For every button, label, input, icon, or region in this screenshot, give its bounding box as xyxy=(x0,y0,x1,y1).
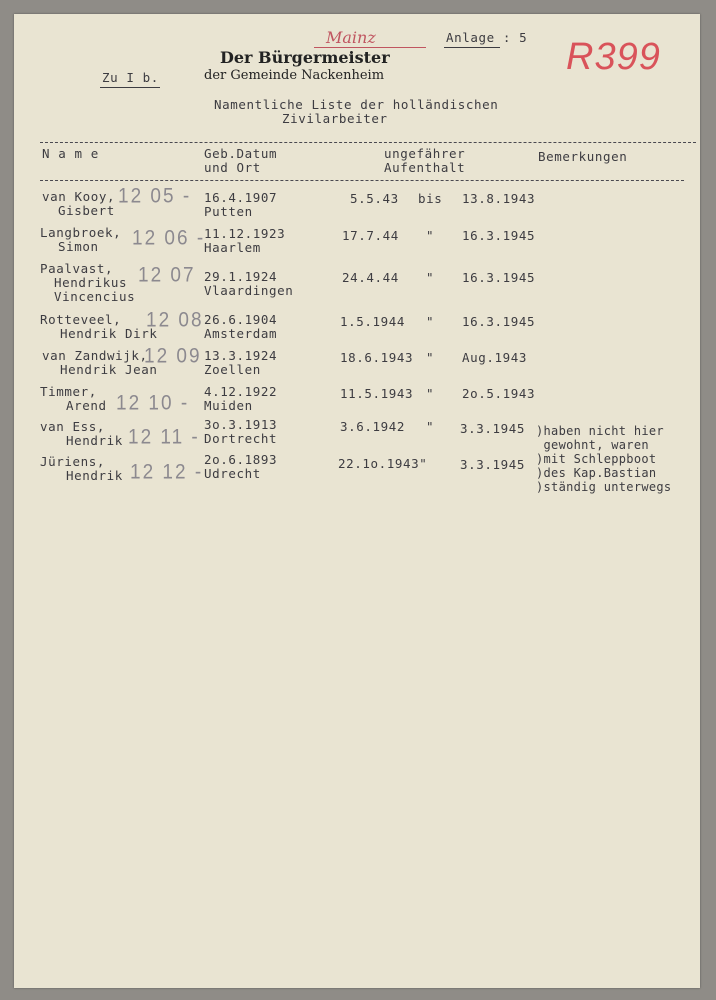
person-forename: Gisbert xyxy=(58,203,115,218)
stay-from: 5.5.43 xyxy=(350,191,399,206)
birth-date: 26.6.1904 xyxy=(204,312,278,327)
remark-line: )mit Schleppboot xyxy=(536,452,657,466)
stay-from: 11.5.1943 xyxy=(340,386,414,401)
birth-date: 2o.6.1893 xyxy=(204,452,278,467)
stay-from: 1.5.1944 xyxy=(340,314,406,329)
stay-from: 17.7.44 xyxy=(342,228,399,243)
birth-date: 11.12.1923 xyxy=(204,226,286,241)
column-remarks: Bemerkungen xyxy=(538,149,628,164)
birth-place: Udrecht xyxy=(204,466,261,481)
birth-place: Zoellen xyxy=(204,362,261,377)
stay-separator: " xyxy=(426,228,435,243)
handwritten-annotation: Mainz xyxy=(326,28,376,47)
stay-separator: bis xyxy=(418,191,443,206)
stay-to: 2o.5.1943 xyxy=(462,386,536,401)
column-birth-2: und Ort xyxy=(204,160,261,175)
stay-from: 18.6.1943 xyxy=(340,350,414,365)
anlage-underline xyxy=(444,47,500,48)
person-surname: Langbroek, xyxy=(40,225,122,240)
birth-place: Haarlem xyxy=(204,240,261,255)
birth-place: Vlaardingen xyxy=(204,283,294,298)
header-rule-top xyxy=(40,142,696,143)
header-rule-bottom xyxy=(40,180,684,181)
stay-separator: " xyxy=(426,270,435,285)
stay-to: 16.3.1945 xyxy=(462,228,536,243)
person-surname: van Ess, xyxy=(40,419,106,434)
birth-date: 3o.3.1913 xyxy=(204,417,278,432)
person-surname: van Kooy, xyxy=(42,189,116,204)
column-birth: Geb.Datum xyxy=(204,146,278,161)
column-stay-2: Aufenthalt xyxy=(384,160,466,175)
reference-label: Zu I b. xyxy=(102,70,159,85)
stay-from: 22.1o.1943" xyxy=(338,456,428,471)
person-forename: Hendrik Jean xyxy=(60,362,158,377)
remark-line: )ständig unterwegs xyxy=(536,480,672,494)
stay-separator: " xyxy=(426,314,435,329)
person-surname: Timmer, xyxy=(40,384,97,399)
person-forename: Hendrik xyxy=(66,468,123,483)
birth-date: 4.12.1922 xyxy=(204,384,278,399)
document-page xyxy=(14,14,700,988)
stay-to: 3.3.1945 xyxy=(460,457,526,472)
stay-separator: " xyxy=(426,419,435,434)
registry-stamp: 12 07 xyxy=(138,263,196,287)
person-surname: Paalvast, xyxy=(40,261,114,276)
stay-from: 24.4.44 xyxy=(342,270,399,285)
birth-date: 29.1.1924 xyxy=(204,269,278,284)
authority-subtitle: der Gemeinde Nackenheim xyxy=(204,68,385,83)
registry-stamp: 12 08 xyxy=(146,308,204,332)
remark-line: )haben nicht hier xyxy=(536,424,664,438)
registry-stamp: 12 05 - xyxy=(118,184,192,208)
person-surname: van Zandwijk, xyxy=(42,348,148,363)
birth-place: Dortrecht xyxy=(204,431,278,446)
stay-to: 16.3.1945 xyxy=(462,314,536,329)
stay-to: Aug.1943 xyxy=(462,350,528,365)
person-forename: Arend xyxy=(66,398,107,413)
stay-from: 3.6.1942 xyxy=(340,419,406,434)
person-forename: Hendrik Dirk xyxy=(60,326,158,341)
remark-line: )des Kap.Bastian xyxy=(536,466,657,480)
anlage-label: Anlage : 5 xyxy=(446,30,528,45)
stay-to: 3.3.1945 xyxy=(460,421,526,436)
person-surname: Jüriens, xyxy=(40,454,106,469)
registry-stamp: 12 06 - xyxy=(132,226,206,250)
birth-place: Amsterdam xyxy=(204,326,278,341)
stay-to: 13.8.1943 xyxy=(462,191,536,206)
registry-stamp: 12 12 - xyxy=(130,460,204,484)
authority-title: Der Bürgermeister xyxy=(220,48,390,67)
birth-date: 16.4.1907 xyxy=(204,190,278,205)
birth-date: 13.3.1924 xyxy=(204,348,278,363)
column-name: N a m e xyxy=(42,146,99,161)
birth-place: Muiden xyxy=(204,398,253,413)
person-forename: Hendrikus xyxy=(54,275,128,290)
registry-stamp: 12 11 - xyxy=(128,425,200,449)
stay-to: 16.3.1945 xyxy=(462,270,536,285)
document-title-2: Zivilarbeiter xyxy=(282,111,388,126)
archive-code: R399 xyxy=(566,36,661,78)
person-forename-2: Vincencius xyxy=(54,289,136,304)
stay-separator: " xyxy=(426,350,435,365)
stay-separator: " xyxy=(426,386,435,401)
person-forename: Hendrik xyxy=(66,433,123,448)
document-title: Namentliche Liste der holländischen xyxy=(214,97,499,112)
birth-place: Putten xyxy=(204,204,253,219)
remark-line: gewohnt, waren xyxy=(536,438,649,452)
column-stay: ungefährer xyxy=(384,146,466,161)
person-forename: Simon xyxy=(58,239,99,254)
reference-underline xyxy=(100,87,160,88)
registry-stamp: 12 09 xyxy=(144,344,202,368)
person-surname: Rotteveel, xyxy=(40,312,122,327)
registry-stamp: 12 10 - xyxy=(116,391,190,415)
